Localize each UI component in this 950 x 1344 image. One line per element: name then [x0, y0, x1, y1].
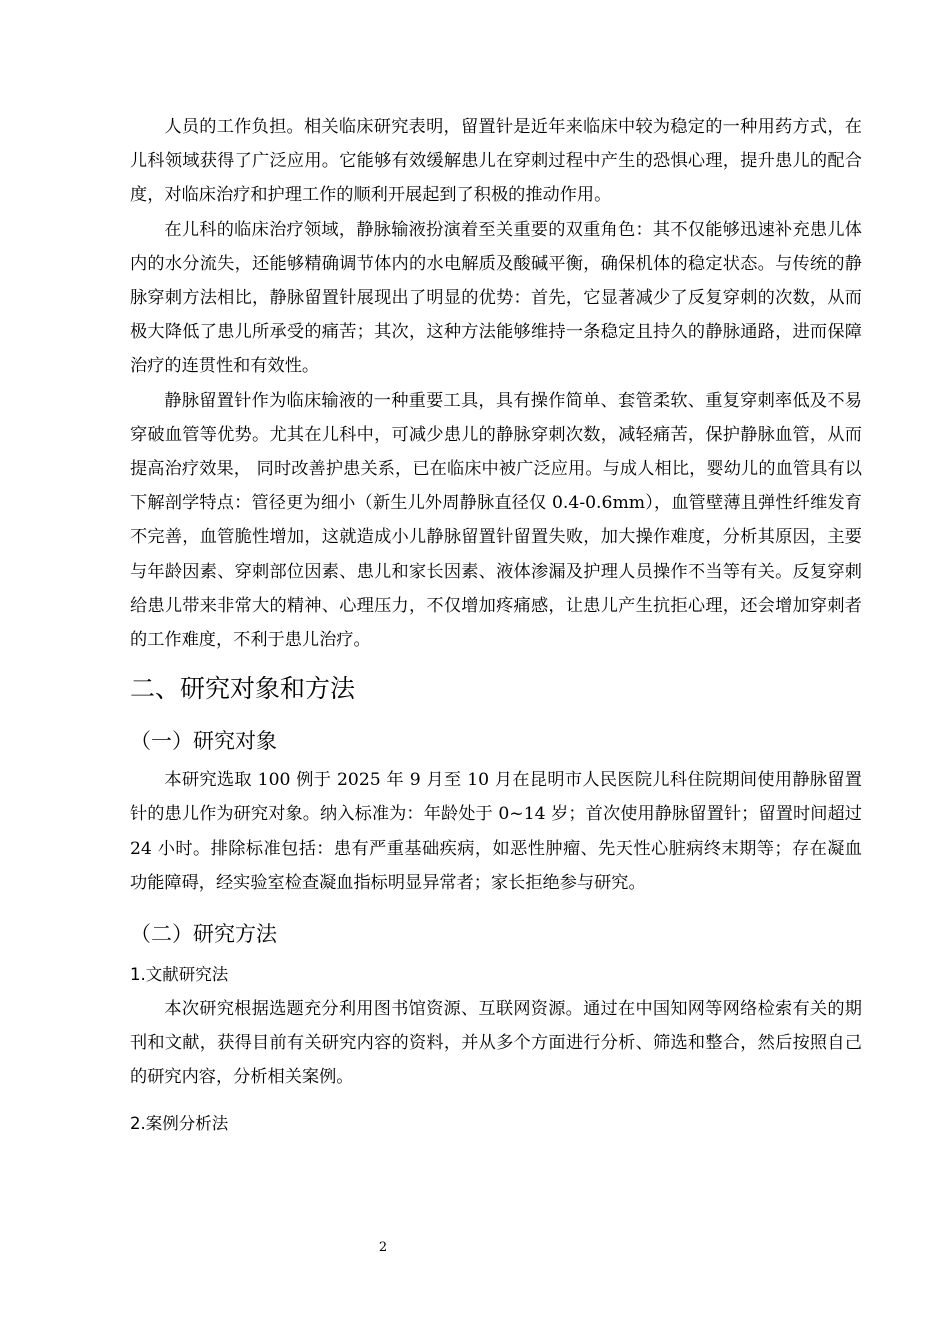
section-heading: 二、研究对象和方法 [130, 674, 356, 704]
method-heading: 1.文献研究法 [130, 965, 229, 985]
method-heading: 2.案例分析法 [130, 1113, 229, 1133]
body-paragraph: 本研究选取 100 例于 2025 年 9 月至 10 月在昆明市人民医院儿科住院期间使用静脉留置针的患儿作为研究对象。纳入标准为：年龄处于 0~14 岁；首次使用静脉留置针；留置时间超过 24 小时。排除标准包括：患有严重基础疾病，如恶性肿瘤、先天性心脏病终末期等；存在凝血功能障碍，经实验室检查凝血指标明显异常者；家长拒绝参与研究。 [130, 770, 862, 893]
body-paragraph: 本次研究根据选题充分利用图书馆资源、互联网资源。通过在中国知网等网络检索有关的期刊和文献，获得目前有关研究内容的资料，并从多个方面进行分析、筛选和整合，然后按照自己的研究内容，分析相关案例。 [130, 999, 862, 1088]
page-content [130, 110, 862, 1141]
body-paragraph: 静脉留置针作为临床输液的一种重要工具，具有操作简单、套管柔软、重复穿刺率低及不易穿破血管等优势。尤其在儿科中，可减少患儿的静脉穿刺次数，减轻痛苦，保护静脉血管，从而提高治疗效果， 同时改善护患关系，已在临床中被广泛应用。与成人相比，婴幼儿的血管具有以下解剖学特点：管径更为细小（新生儿外周静脉直径仅 0.4-0.6mm），血管壁薄且弹性纤维发育不完善，血管脆性增加，这就造成小儿静脉留置针留置失败，加大操作难度，分析其原因，主要与年龄因素、穿刺部位因素、患儿和家长因素、液体渗漏及护理人员操作不当等有关。反复穿刺给患儿带来非常大的精神、心理压力，不仅增加疼痛感，让患儿产生抗拒心理，还会增加穿刺者的工作难度，不利于患儿治疗。 [130, 390, 862, 651]
subsection-heading: （一）研究对象 [130, 729, 277, 754]
body-paragraph: 在儿科的临床治疗领域，静脉输液扮演着至关重要的双重角色：其不仅能够迅速补充患儿体内的水分流失，还能够精确调节体内的水电解质及酸碱平衡，确保机体的稳定状态。与传统的静脉穿刺方法相比，静脉留置针展现出了明显的优势：首先，它显著减少了反复穿刺的次数，从而极大降低了患儿所承受的痛苦；其次，这种方法能够维持一条稳定且持久的静脉通路，进而保障治疗的连贯性和有效性。 [130, 219, 862, 377]
body-paragraph: 人员的工作负担。相关临床研究表明，留置针是近年来临床中较为稳定的一种用药方式，在儿科领域获得了广泛应用。它能够有效缓解患儿在穿刺过程中产生的恐惧心理，提升患儿的配合度，对临床治疗和护理工作的顺利开展起到了积极的推动作用。 [130, 117, 862, 206]
subsection-heading: （二）研究方法 [130, 922, 277, 947]
page-number: 2 [378, 1240, 388, 1255]
